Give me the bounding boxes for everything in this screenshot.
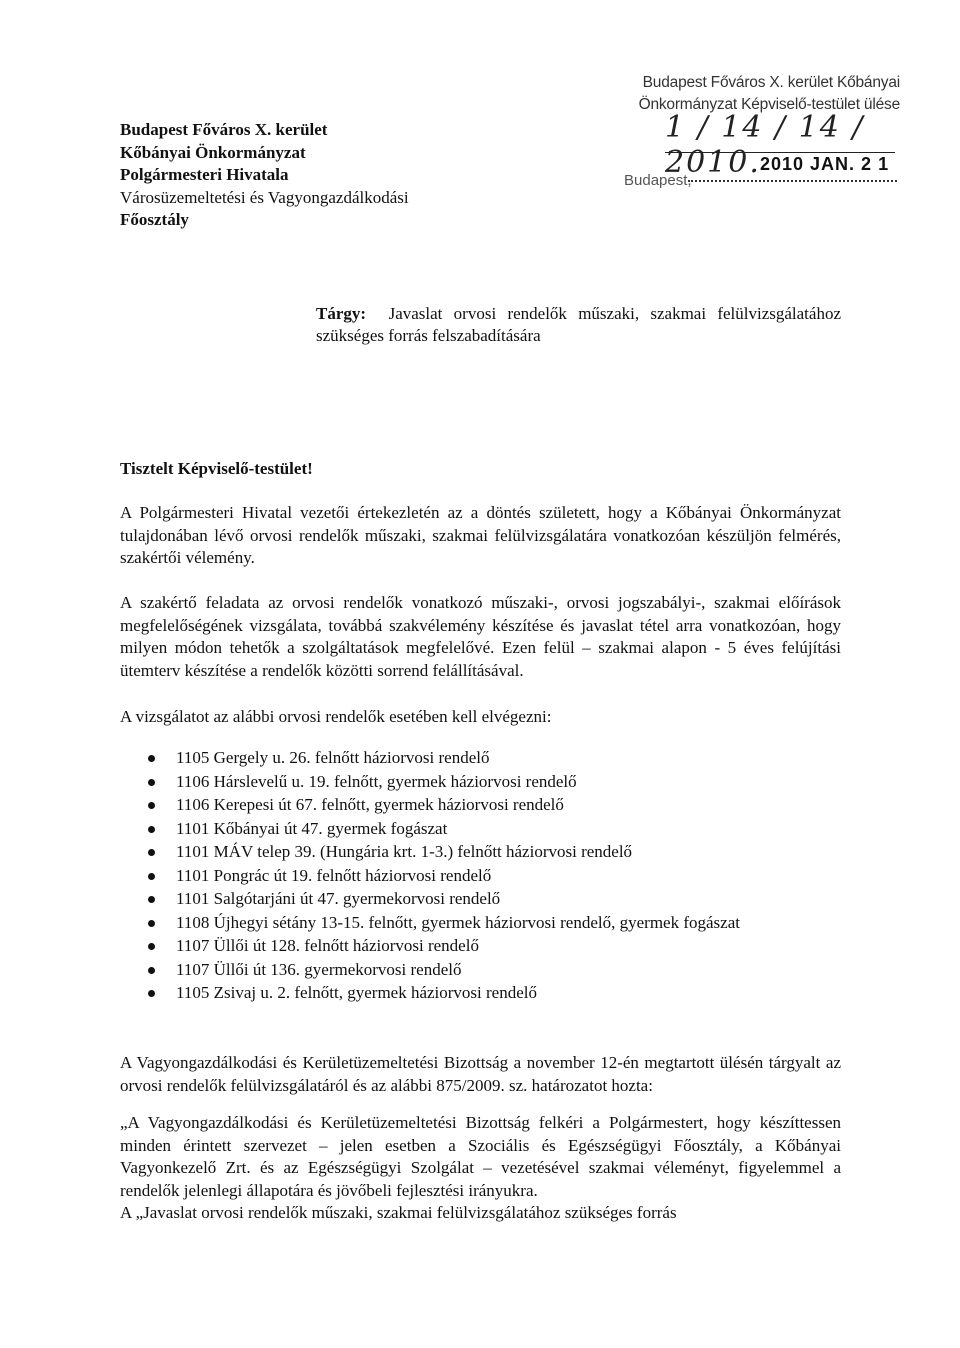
paragraph: A Polgármesteri Hivatal vezetői értekezletén az a döntés született, hogy a Kőbányai Önkormányzat tulajdonában lévő orvosi rendelők műszaki, szakmai felülvizsgálatára vonatkozóan készüljön felmérés, szakértői vélemény. [120,503,841,567]
subject-label: Tárgy: [316,304,367,323]
sender-line: Városüzemeltetési és Vagyongazdálkodási [120,187,409,207]
sender-block [120,119,409,232]
stamp-line: Budapest Főváros X. kerület Kőbányai [642,74,900,91]
paragraph: A Vagyongazdálkodási és Kerületüzemeltetési Bizottság a november 12-én megtartott ülésén tárgyalt az orvosi rendelők felülvizsgálatáról és az alábbi 875/2009. sz. határozatot hozta: [120,1053,841,1095]
list-item: 1101 MÁV telep 39. (Hungária krt. 1-3.) felnőtt háziorvosi rendelő [148,840,868,864]
list-item: 1107 Üllői út 128. felnőtt háziorvosi rendelő [148,934,868,958]
list-item: 1101 Pongrác út 19. felnőtt háziorvosi rendelő [148,864,868,888]
list-item: 1101 Kőbányai út 47. gyermek fogászat [148,817,868,841]
handwritten-registration-number: 1 / 14 / 14 / 2010. [665,110,895,153]
clinic-list [148,746,868,1005]
list-item: 1106 Kerepesi út 67. felnőtt, gyermek háziorvosi rendelő [148,793,868,817]
paragraph: A „Javaslat orvosi rendelők műszaki, szakmai felülvizsgálatához szükséges forrás [120,1203,677,1222]
sender-line: Főosztály [120,210,189,229]
stamp-city: Budapest, [624,172,692,189]
stamp-date: 2010 JAN. 2 1 [760,154,890,174]
list-item: 1108 Újhegyi sétány 13-15. felnőtt, gyermek háziorvosi rendelő, gyermek fogászat [148,911,868,935]
sender-line: Polgármesteri Hivatala [120,165,289,184]
subject-text: Javaslat orvosi rendelők műszaki, szakmai felülvizsgálatához szükséges forrás felszabadítására [316,304,841,345]
subject [316,303,841,346]
dotted-line [688,180,897,182]
greeting: Tisztelt Képviselő-testület! [120,459,313,478]
paragraph: A szakértő feladata az orvosi rendelők vonatkozó műszaki-, orvosi jogszabályi-, szakmai előírások megfelelőségének vizsgálata, továbbá szakvélemény készítése és javaslat tétel arra vonatkozóan, hogy milyen módon tehetők a szolgáltatások megfelelővé. Ezen felül – szakmai alapon - 5 éves felújítási ütemterv készítése a rendelők közötti sorrend felállításával. [120,593,841,680]
stamp-line: Önkormányzat Képviselő-testület ülése [638,96,900,113]
list-item: 1105 Gergely u. 26. felnőtt háziorvosi rendelő [148,746,868,770]
list-item: 1107 Üllői út 136. gyermekorvosi rendelő [148,958,868,982]
sender-line: Kőbányai Önkormányzat [120,142,306,162]
paragraph: „A Vagyongazdálkodási és Kerületüzemeltetési Bizottság felkéri a Polgármestert, hogy készíttessen minden érintett szervezet – jelen esetben a Szociális és Egészségügyi Főosztály, a Kőbányai Vagyonkezelő Zrt. és az Egészségügyi Szolgálat – vezetésével szakmai véleményt, figyelemmel a rendelők jelenlegi állapotára és jövőbeli fejlesztési irányukra. [120,1113,841,1200]
sender-line: Budapest Főváros X. kerület [120,120,328,139]
list-item: 1105 Zsivaj u. 2. felnőtt, gyermek háziorvosi rendelő [148,981,868,1005]
list-item: 1101 Salgótarjáni út 47. gyermekorvosi rendelő [148,887,868,911]
registration-stamp [620,72,900,189]
paragraph: A vizsgálatot az alábbi orvosi rendelők esetében kell elvégezni: [120,707,552,726]
list-item: 1106 Hárslevelű u. 19. felnőtt, gyermek háziorvosi rendelő [148,770,868,794]
